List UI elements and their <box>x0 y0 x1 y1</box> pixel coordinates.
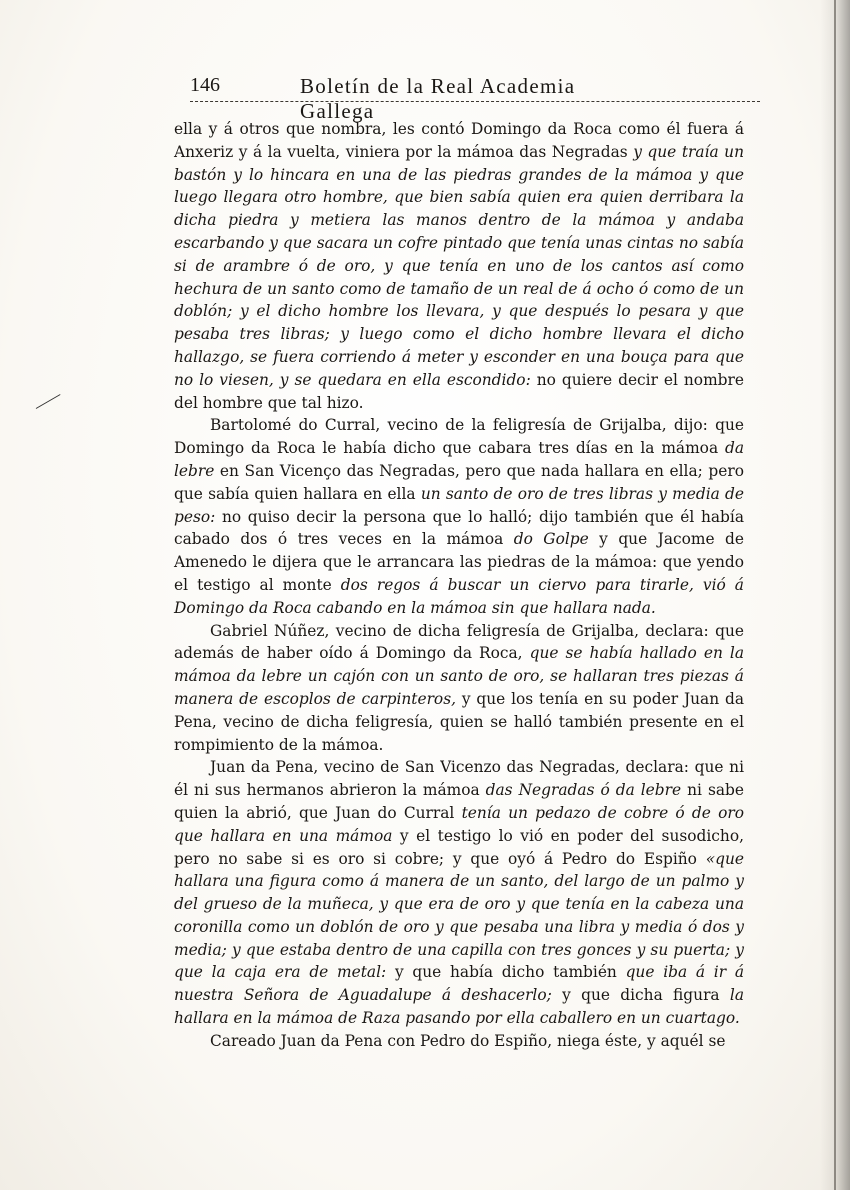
page-header <box>190 74 630 123</box>
text-run: Bartolomé do Curral, vecino de la feligresía de Grijalba, dijo: que Domingo da Roca le había dicho que cabara tres días en la mámoa <box>174 416 744 458</box>
text-run: Careado Juan da Pena con Pedro do Espiño, niega éste, y aquél se <box>210 1031 726 1050</box>
binding-edge <box>834 0 836 1190</box>
running-title: Boletín de la Real Academia Gallega <box>300 74 576 123</box>
text-run: y que dicha figura <box>551 986 730 1005</box>
text-run: y que Jacome de Amenedo le dijera que le arrancara las piedras de la mámoa: que yendo el testigo al monte <box>174 530 744 594</box>
text-run: Gabriel Núñez, vecino de dicha feligresía de Grijalba, declara: que además de haber oído á Domingo da Roca, <box>174 621 744 663</box>
paragraph <box>174 118 744 414</box>
italic-quote: la hallara en la mámoa de Raza pasando por ella caballero en un cuartago. <box>174 986 745 1028</box>
paragraph <box>174 414 744 619</box>
text-run: y el testigo lo vió en poder del susodicho, pero no sabe si es oro si cobre; y que oyó á Pedro do Espiño <box>174 826 744 868</box>
paragraph <box>174 620 744 757</box>
text-run: no quiere decir el nombre del hombre que tal hizo. <box>174 370 744 412</box>
italic-quote: do Golpe <box>513 530 589 549</box>
margin-pencil-mark <box>36 394 61 409</box>
header-rule <box>190 101 760 102</box>
text-run: y que había dicho también <box>386 963 626 982</box>
italic-quote: que iba á ir á nuestra Señora de Aguadalupe á deshacerlo; <box>174 963 744 1005</box>
text-run: y que los tenía en su poder Juan da Pena, vecino de dicha feligresía, quien se halló también presente en el rompimiento de la mámoa. <box>174 689 744 754</box>
italic-quote: «que hallara una figura como á manera de un santo, del largo de un palmo y del grueso de la muñeca, y que era de oro y que tenía en la cabeza una coronilla como un doblón de oro y que pesaba una libra y media ó dos y media; y que estaba dentro de una capilla con tres gonces y su puerta; y que la caja era de metal: <box>174 849 744 982</box>
body-text <box>174 118 744 1053</box>
italic-quote: das Negradas ó da lebre <box>485 781 682 800</box>
italic-quote: y que traía un bastón y lo hincara en una de las piedras grandes de la mámoa y que luego llegara otro hombre, que bien sabía quien era quien derribara la dicha piedra y metiera las manos dentro de la mámoa y andaba escarbando y que sacara un cofre pintado que tenía unas cintas no sabía si de arambre ó de oro, y que tenía en uno de los cantos así como hechura de un santo como de tamaño de un real de á ocho ó como de un doblón; y el dicho hombre los llevara, y que después lo pesara y que pesaba tres libras; y luego como el dicho hombre llevara el dicho hallazgo, se fuera corriendo á meter y esconder en una bouça para que no lo viesen, y se quedara en ella escondido: <box>174 142 744 389</box>
paragraph <box>174 1030 744 1053</box>
page-number: 146 <box>190 74 220 96</box>
text-run: en San Vicenço das Negradas, pero que nada hallara en ella; pero que sabía quien hallara en ella <box>174 461 744 503</box>
text-run: ni sabe quien la abrió, que Juan do Curral <box>174 781 744 822</box>
text-run: ella y á otros que nombra, les contó Domingo da Roca como él fuera á Anxeriz y á la vuelta, viniera por la mámoa das Negradas <box>174 120 744 161</box>
text-run: Juan da Pena, vecino de San Vicenzo das Negradas, declara: que ni él ni sus hermanos abrieron la mámoa <box>174 758 744 800</box>
paragraph <box>174 756 744 1030</box>
italic-quote: que se había hallado en la mámoa da lebre un cajón con un santo de oro, se hallaran tres piezas á manera de escoplos de carpinteros, <box>174 644 744 708</box>
italic-quote: da lebre <box>174 439 744 480</box>
italic-quote: tenía un pedazo de cobre ó de oro que hallara en una mámoa <box>174 803 744 845</box>
italic-quote: un santo de oro de tres libras y media de peso: <box>174 484 744 526</box>
text-run: no quiso decir la persona que lo halló; dijo también que él había cabado dos ó tres veces en la mámoa <box>174 507 744 549</box>
italic-quote: dos regos á buscar un ciervo para tirarle, vió á Domingo da Roca cabando en la mámoa sin que hallara nada. <box>174 575 744 617</box>
